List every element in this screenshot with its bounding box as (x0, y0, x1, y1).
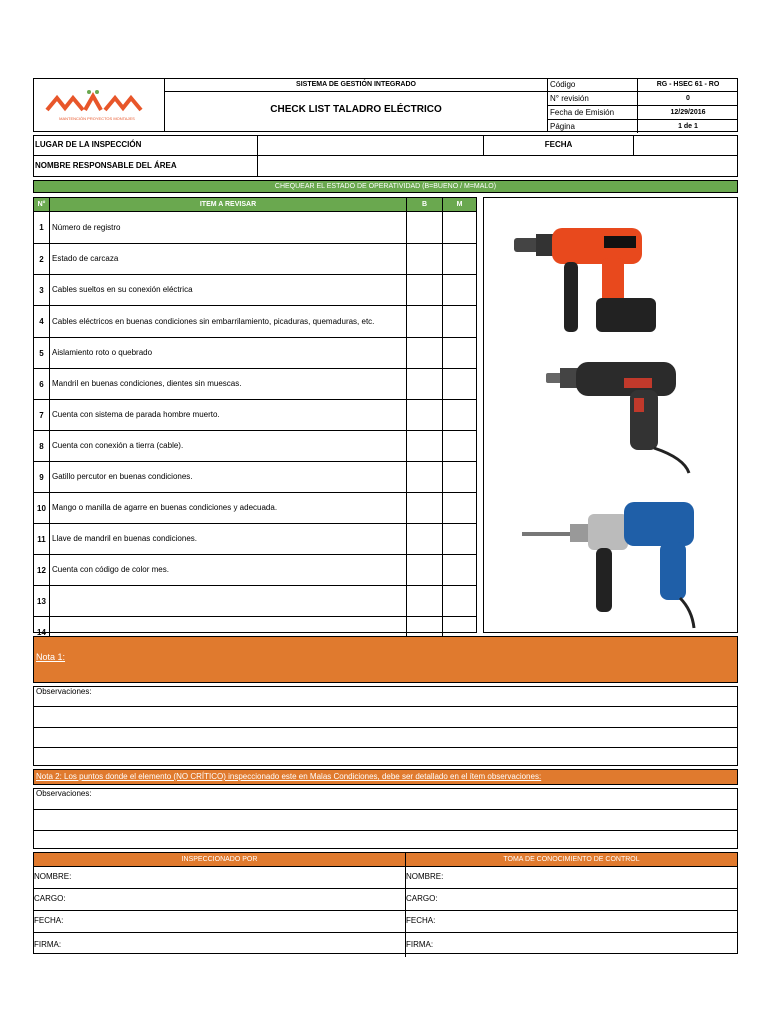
nota1-label: Nota 1: (36, 652, 66, 662)
inspector-name-field[interactable]: NOMBRE: (34, 867, 406, 888)
control-name-field[interactable]: NOMBRE: (406, 872, 444, 881)
meta-value-revision: 0 (686, 95, 690, 102)
table-row (34, 555, 476, 586)
table-row (34, 338, 476, 369)
table-row (34, 212, 476, 244)
operativity-banner: CHEQUEAR EL ESTADO DE OPERATIVIDAD (B=BUENO / M=MALO) (33, 180, 738, 193)
logo-text: MANTENCIÓN PROYECTOS MONTAJES (59, 116, 135, 121)
row-check-m[interactable] (443, 369, 476, 399)
row-item-text: Aislamiento roto o quebrado (50, 338, 407, 368)
row-check-b[interactable] (407, 524, 443, 554)
row-number: 13 (34, 586, 50, 616)
table-row (34, 586, 476, 617)
responsable-label: NOMBRE RESPONSABLE DEL ÁREA (33, 156, 258, 177)
row-check-b[interactable] (407, 493, 443, 523)
row-number: 9 (34, 462, 50, 492)
row-item-text: Cuenta con código de color mes. (50, 555, 407, 585)
row-item-text (50, 586, 407, 616)
meta-label: N° revisión (548, 92, 638, 105)
row-item-text: Mango o manilla de agarre en buenas condiciones y adecuada. (50, 493, 407, 523)
table-row (34, 524, 476, 555)
col-b-header: B (407, 198, 443, 211)
logo-area (33, 78, 165, 132)
table-row (34, 462, 476, 493)
row-number: 4 (34, 306, 50, 337)
row-number: 1 (34, 212, 50, 243)
lugar-label: LUGAR DE LA INSPECCIÓN (33, 135, 258, 156)
row-number: 10 (34, 493, 50, 523)
meta-value-date: 12/29/2016 (670, 109, 706, 116)
row-item-text: Número de registro (50, 212, 407, 243)
responsable-field[interactable] (258, 156, 738, 177)
inspector-firma-field[interactable]: FIRMA: (34, 933, 406, 957)
row-item-text: Llave de mandril en buenas condiciones. (50, 524, 407, 554)
row-check-b[interactable] (407, 275, 443, 305)
row-check-m[interactable] (443, 524, 476, 554)
observation-line[interactable] (34, 707, 737, 728)
meta-label: Código (548, 78, 638, 91)
meta-value-page: 1 de 1 (678, 123, 698, 130)
table-row (34, 275, 476, 306)
row-check-m[interactable] (443, 306, 476, 337)
company-logo-icon (33, 78, 165, 132)
row-number: 12 (34, 555, 50, 585)
observations-label: Observaciones: (34, 687, 737, 707)
observation-line[interactable] (34, 748, 737, 767)
row-check-m[interactable] (443, 555, 476, 585)
row-check-m[interactable] (443, 338, 476, 368)
row-check-m[interactable] (443, 275, 476, 305)
meta-label: Página (548, 120, 638, 133)
row-check-m[interactable] (443, 400, 476, 430)
control-firma-field[interactable]: FIRMA: (406, 940, 434, 949)
row-check-m[interactable] (443, 212, 476, 243)
lugar-field[interactable] (258, 135, 484, 156)
nota1-box (33, 636, 738, 683)
signoff-header (34, 853, 737, 867)
row-item-text: Mandril en buenas condiciones, dientes sin muescas. (50, 369, 407, 399)
row-number: 7 (34, 400, 50, 430)
observations-label: Observaciones: (34, 789, 737, 810)
drill-black-icon (546, 362, 689, 473)
observations-1 (33, 686, 738, 766)
row-check-m[interactable] (443, 431, 476, 461)
meta-table (547, 78, 738, 132)
observation-line[interactable] (34, 810, 737, 831)
signoff-block (33, 852, 738, 954)
table-row (34, 400, 476, 431)
meta-label: Fecha de Emisión (548, 106, 638, 119)
row-number: 3 (34, 275, 50, 305)
observation-line[interactable] (34, 831, 737, 850)
inspected-by-title: INSPECCIONADO POR (34, 853, 406, 866)
row-check-m[interactable] (443, 244, 476, 274)
inspector-cargo-field[interactable]: CARGO: (34, 889, 406, 910)
checklist-table (33, 197, 477, 637)
row-check-b[interactable] (407, 431, 443, 461)
table-row (34, 244, 476, 275)
row-check-b[interactable] (407, 306, 443, 337)
drill-orange-icon (514, 228, 656, 332)
fecha-label: FECHA (484, 135, 634, 156)
row-item-text: Cuenta con conexión a tierra (cable). (50, 431, 407, 461)
row-check-b[interactable] (407, 338, 443, 368)
table-row (34, 306, 476, 338)
row-check-b[interactable] (407, 462, 443, 492)
observations-2 (33, 788, 738, 849)
nota2-box: Nota 2: Los puntos donde el elemento (NO CRÍTICO) inspeccionado este en Malas Condiciones, debe ser detallado en el ítem observaciones: (33, 769, 738, 785)
row-number: 14 (34, 617, 50, 647)
control-fecha-field[interactable]: FECHA: (406, 916, 436, 925)
row-item-text: Cables eléctricos en buenas condiciones sin embarrilamiento, picaduras, quemaduras, etc. (50, 306, 407, 337)
fecha-field[interactable] (634, 135, 738, 156)
observation-line[interactable] (34, 728, 737, 748)
system-name: SISTEMA DE GESTIÓN INTEGRADO (165, 78, 547, 92)
row-number: 8 (34, 431, 50, 461)
row-check-b[interactable] (407, 586, 443, 616)
table-row (34, 431, 476, 462)
row-item-text: Cables sueltos en su conexión eléctrica (50, 275, 407, 305)
row-check-b[interactable] (407, 555, 443, 585)
row-check-m[interactable] (443, 493, 476, 523)
row-number: 6 (34, 369, 50, 399)
row-check-b[interactable] (407, 400, 443, 430)
table-row (34, 493, 476, 524)
col-no-header: N° (34, 198, 50, 211)
row-check-b[interactable] (407, 369, 443, 399)
row-check-m[interactable] (443, 586, 476, 616)
table-row (34, 369, 476, 400)
row-number: 11 (34, 524, 50, 554)
row-check-b[interactable] (407, 244, 443, 274)
acknowledged-by-title: TOMA DE CONOCIMIENTO DE CONTROL (503, 856, 640, 863)
row-item-text: Estado de carcaza (50, 244, 407, 274)
row-number: 5 (34, 338, 50, 368)
meta-value-code: RG - HSEC 61 - RO (656, 81, 720, 88)
col-item-header: ITEM A REVISAR (50, 198, 407, 211)
drill-blue-icon (522, 502, 694, 628)
row-item-text: Cuenta con sistema de parada hombre muerto. (50, 400, 407, 430)
row-item-text: Gatillo percutor en buenas condiciones. (50, 462, 407, 492)
col-m-header: M (456, 201, 463, 208)
drill-images-panel (483, 197, 738, 633)
document-title: CHECK LIST TALADRO ELÉCTRICO (270, 104, 442, 115)
inspector-fecha-field[interactable]: FECHA: (34, 911, 406, 932)
table-header (34, 198, 476, 212)
control-cargo-field[interactable]: CARGO: (406, 894, 438, 903)
row-check-b[interactable] (407, 212, 443, 243)
row-check-m[interactable] (443, 462, 476, 492)
drill-illustrations (484, 198, 737, 632)
row-number: 2 (34, 244, 50, 274)
